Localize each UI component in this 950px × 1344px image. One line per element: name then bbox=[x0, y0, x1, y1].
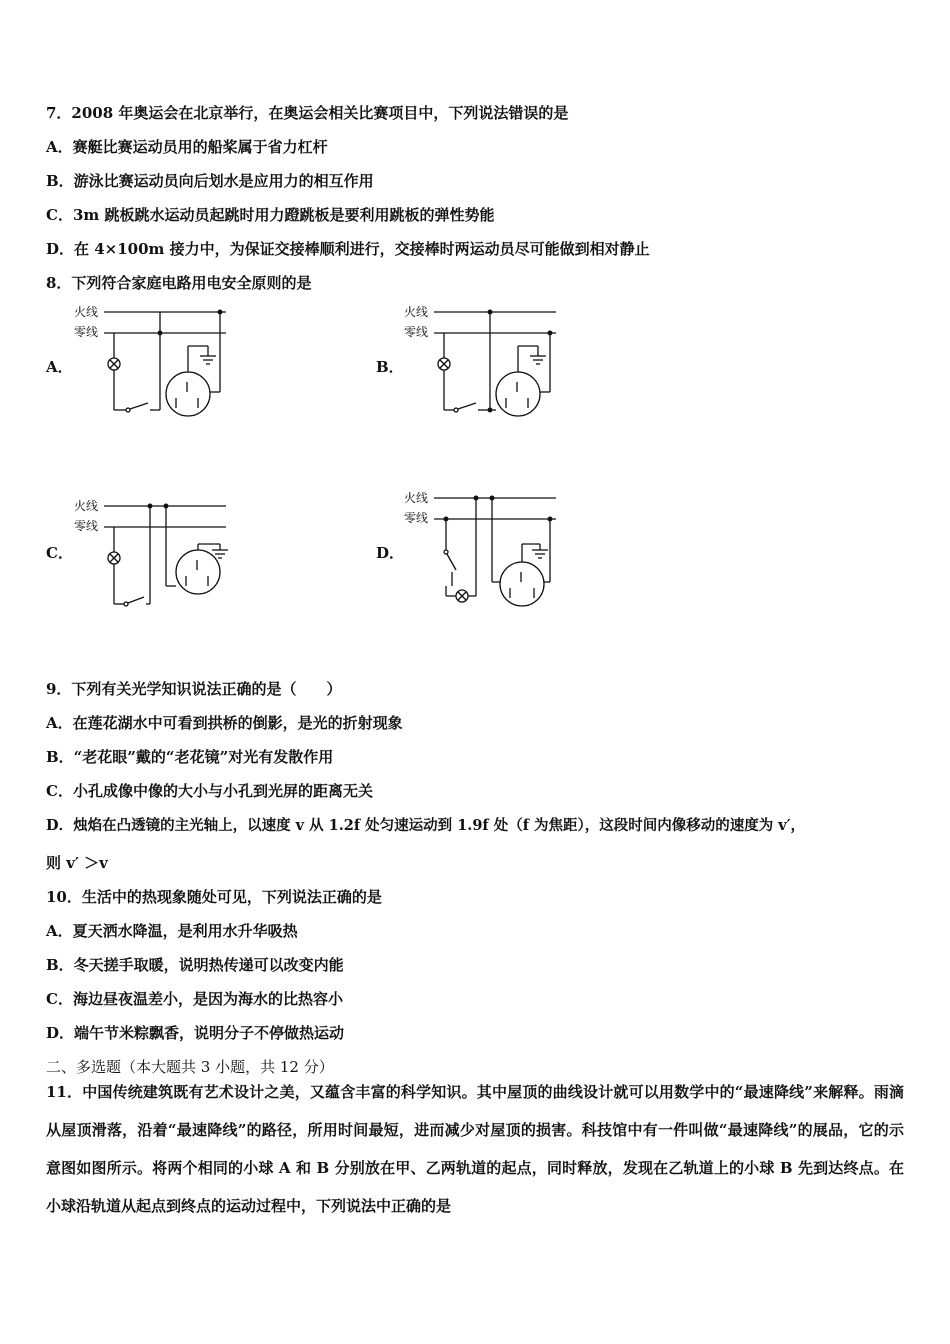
q7-stem: 7．2008 年奥运会在北京举行，在奥运会相关比赛项目中，下列说法错误的是 bbox=[46, 104, 569, 122]
q7-option-a: A．赛艇比赛运动员用的船桨属于省力杠杆 bbox=[46, 138, 328, 156]
circuit-diagram-a bbox=[70, 300, 240, 430]
q11-text: 11．中国传统建筑既有艺术设计之美，又蕴含丰富的科学知识。其中屋顶的曲线设计就可以用数学中的“最速降线”来解释。雨滴从屋顶滑落，沿着“最速降线”的路径，所用时间最短，进而减少对屋顶的损害。科技馆中有一件叫做“最速降线”的展品，它的示意图如图所示。将两个相同的小球 A 和 B 分别放在甲、乙两轨道的起点，同时释放，发现在乙轨道上的小球 B 先到达终点。在小球沿轨道从起点到终点的运动过程中，下列说法中正确的是 bbox=[46, 1083, 904, 1215]
live-wire-label: 火线 bbox=[74, 305, 99, 319]
q8-label-c: C． bbox=[46, 544, 73, 562]
q8-label-b: B． bbox=[376, 358, 404, 376]
q9-option-a: A．在莲花湖水中可看到拱桥的倒影，是光的折射现象 bbox=[46, 714, 403, 732]
q10-stem: 10．生活中的热现象随处可见，下列说法正确的是 bbox=[46, 888, 382, 906]
circuit-diagram-b bbox=[400, 300, 570, 430]
q8-stem: 8．下列符合家庭电路用电安全原则的是 bbox=[46, 274, 312, 292]
q9-option-b: B．“老花眼”戴的“老花镜”对光有发散作用 bbox=[46, 748, 334, 766]
q9-option-c: C．小孔成像中像的大小与小孔到光屏的距离无关 bbox=[46, 782, 373, 800]
q7-option-d: D．在 4×100m 接力中，为保证交接棒顺利进行，交接棒时两运动员尽可能做到相对静止 bbox=[46, 240, 650, 258]
q9-option-d-line1: D．烛焰在凸透镜的主光轴上，以速度 v 从 1.2f 处匀速运动到 1.9f 处（f 为焦距），这段时间内像移动的速度为 v′， bbox=[46, 817, 806, 834]
q10-option-d: D．端午节米粽飘香，说明分子不停做热运动 bbox=[46, 1024, 345, 1042]
section-heading: 二、多选题（本大题共 3 小题，共 12 分） bbox=[46, 1058, 334, 1076]
q7-option-b: B．游泳比赛运动员向后划水是应用力的相互作用 bbox=[46, 172, 374, 190]
q7-option-c: C．3m 跳板跳水运动员起跳时用力蹬跳板是要利用跳板的弹性势能 bbox=[46, 206, 495, 224]
q8-label-a: A． bbox=[46, 358, 73, 376]
neutral-wire-label: 零线 bbox=[404, 325, 429, 339]
live-wire-label: 火线 bbox=[404, 305, 429, 319]
q9-stem: 9．下列有关光学知识说法正确的是（ ） bbox=[46, 680, 342, 698]
circuit-diagram-d bbox=[400, 486, 570, 616]
q10-option-b: B．冬天搓手取暖，说明热传递可以改变内能 bbox=[46, 956, 344, 974]
q10-option-a: A．夏天洒水降温，是利用水升华吸热 bbox=[46, 922, 298, 940]
neutral-wire-label: 零线 bbox=[74, 325, 99, 339]
live-wire-label: 火线 bbox=[404, 491, 429, 505]
neutral-wire-label: 零线 bbox=[74, 519, 99, 533]
live-wire-label: 火线 bbox=[74, 499, 99, 513]
neutral-wire-label: 零线 bbox=[404, 511, 429, 525]
q10-option-c: C．海边昼夜温差小，是因为海水的比热容小 bbox=[46, 990, 343, 1008]
circuit-diagram-c bbox=[70, 490, 240, 620]
q9-option-d-line2: 则 v′ ＞v bbox=[46, 854, 108, 872]
q8-label-d: D． bbox=[376, 544, 405, 562]
